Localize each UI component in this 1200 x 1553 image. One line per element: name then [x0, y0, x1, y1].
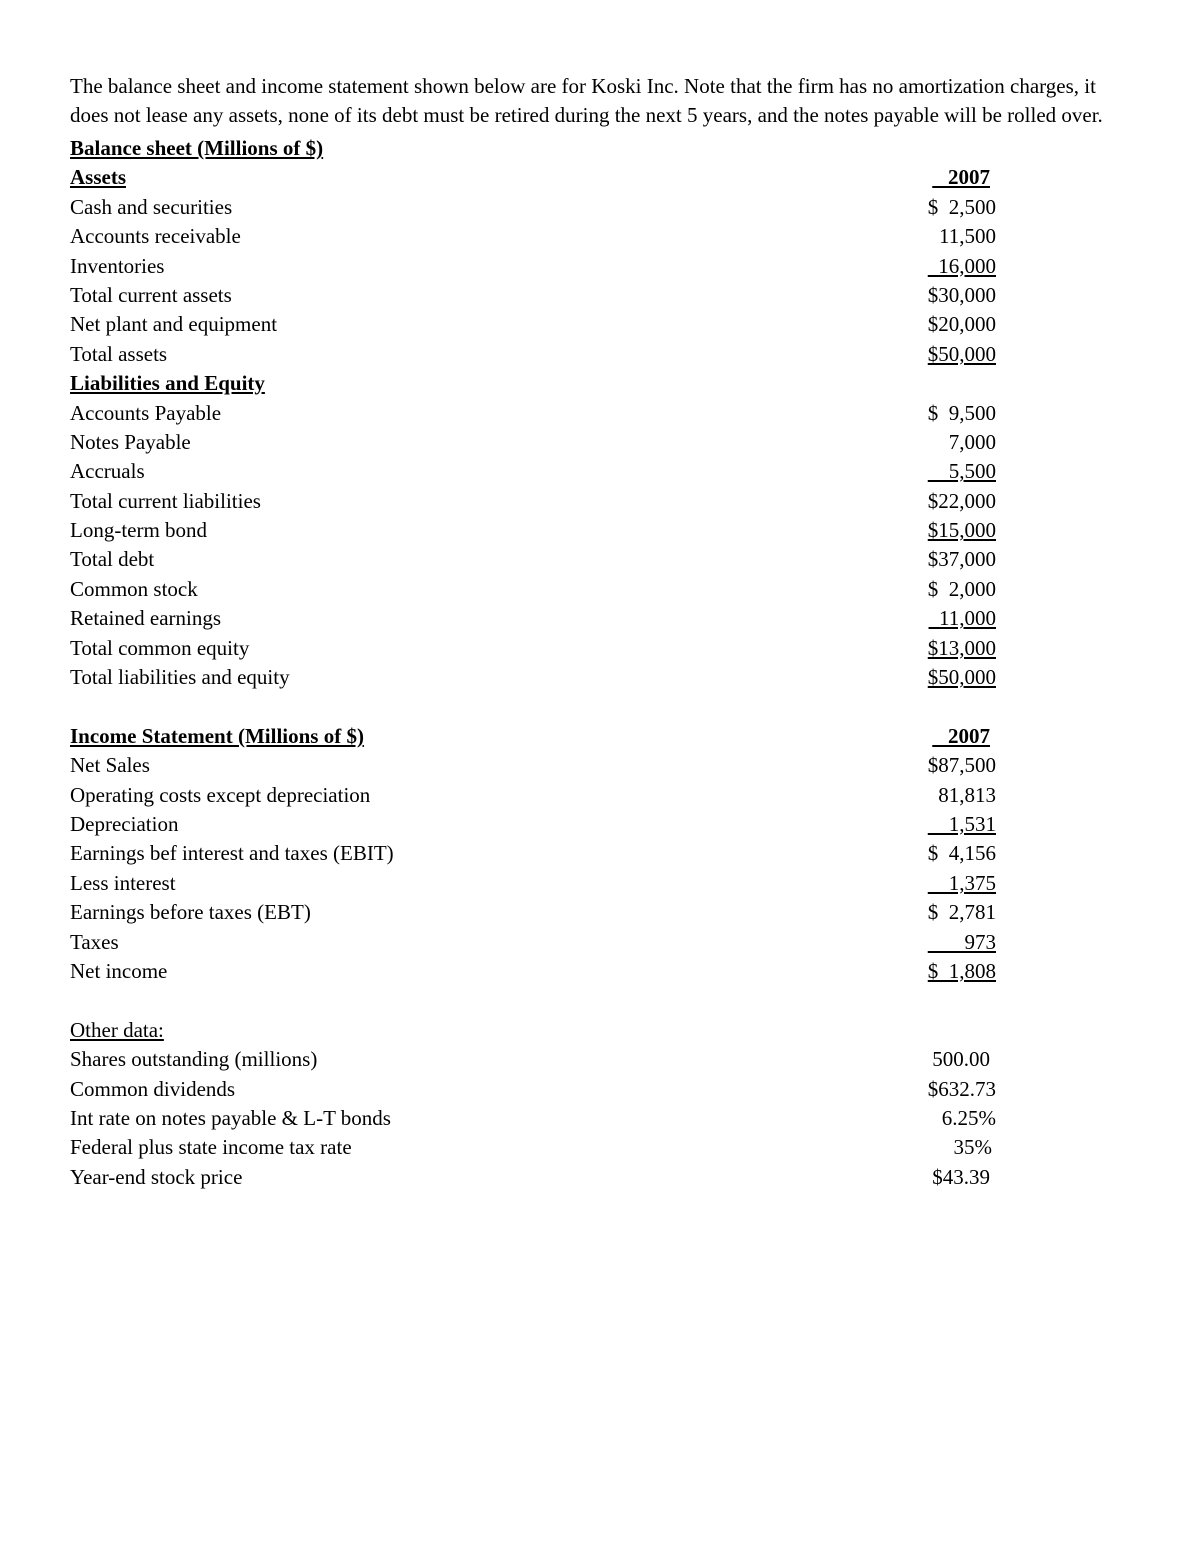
row-value: $ 2,000: [927, 576, 996, 601]
table-row: [70, 839, 996, 868]
intro-paragraph: The balance sheet and income statement shown below are for Koski Inc. Note that the firm has no amortization charges, it does not lease any assets, none of its debt must be retired during the next 5 years, and the notes payable will be rolled over.: [70, 74, 1103, 127]
liabilities-heading: Liabilities and Equity: [70, 371, 265, 396]
liabilities-heading-row: [70, 369, 996, 398]
document-page: [70, 72, 1130, 1192]
section-spacer: [70, 986, 1130, 1015]
row-label: Shares outstanding (millions): [70, 1047, 318, 1072]
income-statement-year: 2007: [932, 723, 990, 748]
row-value: $632.73: [927, 1076, 996, 1101]
table-row: [70, 222, 996, 251]
row-label: Total common equity: [70, 635, 250, 660]
table-row: [70, 310, 996, 339]
row-value: 500.00: [932, 1047, 990, 1072]
table-row: [70, 575, 996, 604]
row-label: Accounts receivable: [70, 224, 241, 249]
table-row: [70, 487, 996, 516]
table-row: [70, 1133, 996, 1162]
row-label: Total liabilities and equity: [70, 665, 290, 690]
income-statement-title-row: [70, 722, 996, 751]
row-value: $15,000: [927, 518, 996, 543]
table-row: [70, 1104, 996, 1133]
row-label: Common stock: [70, 576, 198, 601]
assets-heading: Assets: [70, 165, 126, 190]
table-row: [70, 281, 996, 310]
table-row: [70, 634, 996, 663]
row-label: Taxes: [70, 929, 119, 954]
row-label: Notes Payable: [70, 429, 191, 454]
row-value: $87,500: [927, 753, 996, 778]
other-data-title: Other data:: [70, 1017, 164, 1042]
row-value: 5,500: [927, 459, 996, 484]
row-value: 1,531: [927, 811, 996, 836]
balance-sheet-year: 2007: [932, 165, 990, 190]
row-label: Total assets: [70, 341, 168, 366]
row-value: $ 4,156: [927, 841, 996, 866]
row-label: Retained earnings: [70, 606, 222, 631]
row-value: $ 2,500: [927, 194, 996, 219]
row-value: 11,500: [939, 224, 996, 249]
income-statement-title: Income Statement (Millions of $): [70, 723, 364, 748]
row-label: Net plant and equipment: [70, 312, 278, 337]
table-row: [70, 545, 996, 574]
table-row: [70, 810, 996, 839]
row-value: $43.39: [932, 1164, 990, 1189]
row-label: Common dividends: [70, 1076, 236, 1101]
row-label: Earnings before taxes (EBT): [70, 900, 311, 925]
row-value: 973: [927, 929, 996, 954]
table-row: [70, 898, 996, 927]
row-value: $30,000: [927, 282, 996, 307]
table-row: [70, 869, 996, 898]
row-value: $ 1,808: [927, 958, 996, 983]
row-label: Federal plus state income tax rate: [70, 1135, 352, 1160]
row-value: 81,813: [938, 782, 996, 807]
table-row: [70, 604, 996, 633]
table-row: [70, 781, 996, 810]
row-value: 35%: [953, 1135, 992, 1160]
row-value: 7,000: [948, 429, 996, 454]
table-row: [70, 193, 996, 222]
row-label: Net income: [70, 958, 168, 983]
other-data-section: [70, 1016, 996, 1192]
row-label: Net Sales: [70, 753, 150, 778]
income-statement-section: [70, 722, 996, 987]
table-row: [70, 957, 996, 986]
row-label: Less interest: [70, 870, 176, 895]
table-row: [70, 399, 996, 428]
other-data-title-row: [70, 1016, 996, 1045]
table-row: [70, 1163, 996, 1192]
row-label: Cash and securities: [70, 194, 233, 219]
row-label: Total debt: [70, 547, 155, 572]
table-row: [70, 751, 996, 780]
row-label: Int rate on notes payable & L-T bonds: [70, 1105, 391, 1130]
table-row: [70, 928, 996, 957]
row-value: 16,000: [927, 253, 996, 278]
row-value: $ 2,781: [927, 900, 996, 925]
row-label: Total current assets: [70, 282, 232, 307]
balance-sheet-title: Balance sheet (Millions of $): [70, 136, 324, 160]
table-row: [70, 516, 996, 545]
row-value: $37,000: [927, 547, 996, 572]
row-value: $50,000: [927, 665, 996, 690]
row-label: Earnings bef interest and taxes (EBIT): [70, 841, 394, 866]
table-row: [70, 1045, 996, 1074]
row-value: $22,000: [927, 488, 996, 513]
row-label: Year-end stock price: [70, 1164, 243, 1189]
row-value: $13,000: [927, 635, 996, 660]
row-value: 1,375: [927, 870, 996, 895]
row-value: $50,000: [927, 341, 996, 366]
table-row: [70, 340, 996, 369]
row-value: $20,000: [927, 312, 996, 337]
row-label: Total current liabilities: [70, 488, 261, 513]
table-row: [70, 252, 996, 281]
balance-sheet-section: [70, 134, 996, 692]
row-label: Operating costs except depreciation: [70, 782, 371, 807]
table-row: [70, 428, 996, 457]
row-label: Long-term bond: [70, 518, 208, 543]
row-label: Accruals: [70, 459, 145, 484]
table-row: [70, 1075, 996, 1104]
section-spacer: [70, 692, 1130, 721]
row-label: Depreciation: [70, 811, 179, 836]
table-row: [70, 663, 996, 692]
assets-heading-row: [70, 163, 996, 192]
row-value: $ 9,500: [927, 400, 996, 425]
table-row: [70, 457, 996, 486]
row-value: 11,000: [928, 606, 996, 631]
balance-sheet-title-row: [70, 134, 996, 163]
row-value: 6.25%: [941, 1105, 996, 1130]
row-label: Inventories: [70, 253, 165, 278]
row-label: Accounts Payable: [70, 400, 222, 425]
